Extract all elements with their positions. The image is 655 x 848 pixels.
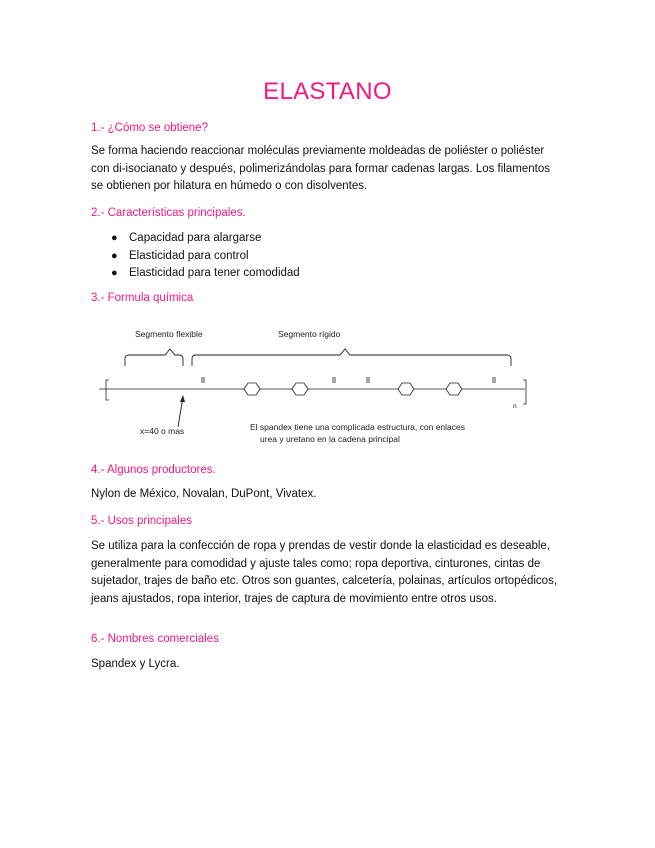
label-flexible-segment: Segmento flexible bbox=[135, 329, 203, 339]
section-body-nombres: Spandex y Lycra. bbox=[91, 658, 180, 670]
x-value-note: x=40 o mas bbox=[140, 426, 185, 436]
figure-caption-line-2: urea y uretano en la cadena principal bbox=[260, 434, 400, 444]
section-body-obtencion: Se forma haciendo reaccionar moléculas previamente moldeadas de poliéster o poliéster con di-isocianato y después, polimerizándolas para formar cadenas largas. Los filamentos se obtienen por hilatura en húmedo o con disolventes. bbox=[91, 145, 550, 192]
polymer-chain bbox=[99, 377, 526, 404]
section-heading-obtencion: 1.- ¿Cómo se obtiene? bbox=[91, 122, 208, 134]
section-heading-productores: 4.- Algunos productores. bbox=[91, 464, 216, 476]
rigid-brace bbox=[192, 349, 511, 366]
bullet-icon: ● bbox=[111, 249, 118, 262]
figure-caption-line-1: El spandex tiene una complicada estructura, con enlaces bbox=[250, 422, 465, 432]
chemical-structure-figure bbox=[95, 322, 545, 452]
bullet-icon: ● bbox=[111, 267, 118, 279]
section-heading-nombres: 6.- Nombres comerciales bbox=[91, 633, 219, 645]
bullet-icon: ● bbox=[111, 232, 118, 244]
list-item: ● Capacidad para alargarse bbox=[91, 230, 300, 248]
section-heading-usos: 5.- Usos principales bbox=[91, 515, 192, 527]
document-title: ELASTANO bbox=[263, 78, 392, 105]
repeat-subscript: n bbox=[513, 403, 517, 410]
section-body-usos: Se utiliza para la confección de ropa y prendas de vestir donde la elasticidad es deseable, generalmente para comodidad y ajuste tales como; ropa deportiva, cinturones, cintas de sujetador, trajes de baño etc. Otros son guantes, calcetería, polainas, artículos ortopédicos, jeans ajustados, ropa interior, trajes de captura de movimiento entre otros usos. bbox=[91, 540, 558, 605]
list-item: ● Elasticidad para tener comodidad bbox=[91, 265, 300, 283]
flexible-brace bbox=[125, 349, 183, 366]
characteristics-list bbox=[91, 230, 300, 283]
list-item: ● Elasticidad para control bbox=[91, 248, 300, 266]
section-heading-caracteristicas: 2.- Características principales. bbox=[91, 207, 246, 219]
label-rigid-segment: Segmento rígido bbox=[278, 329, 341, 339]
arrow-head-icon bbox=[180, 395, 185, 402]
section-body-productores: Nylon de México, Novalan, DuPont, Vivatex. bbox=[91, 488, 317, 500]
section-heading-formula: 3.- Formula química bbox=[91, 292, 194, 304]
